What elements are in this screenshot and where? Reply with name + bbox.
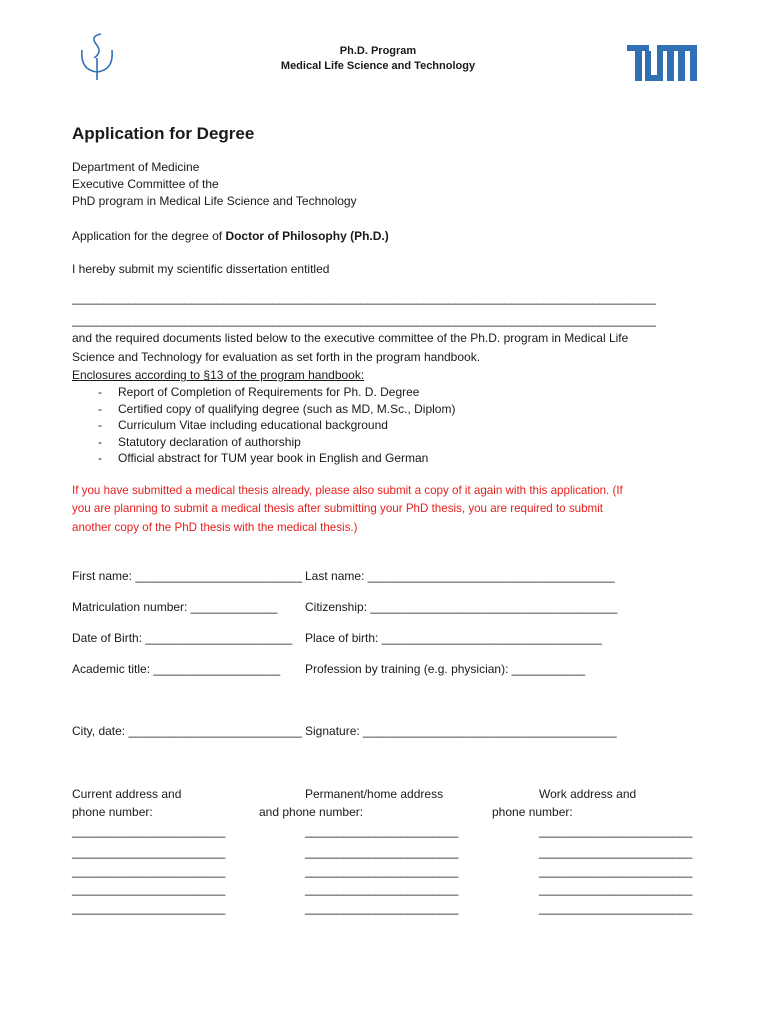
application-line: [72, 228, 389, 245]
current-address-line[interactable]: ________________________: [72, 864, 225, 878]
permanent-address-line[interactable]: ________________________: [305, 845, 458, 859]
citizenship-field[interactable]: Citizenship: _____________________________________: [305, 600, 618, 614]
signature-field[interactable]: Signature: ______________________________________: [305, 724, 617, 738]
page-title: Application for Degree: [72, 124, 255, 143]
city-date-field[interactable]: City, date: __________________________: [72, 724, 302, 738]
dissertation-title-line-2[interactable]: _____________________________________________________________________________________________: [72, 313, 656, 327]
current-address-label-2: phone number:: [72, 805, 153, 819]
date-of-birth-field[interactable]: Date of Birth: ______________________: [72, 631, 293, 645]
work-address-line[interactable]: ________________________: [539, 845, 692, 859]
profession-field[interactable]: Profession by training (e.g. physician): ___________: [305, 662, 586, 676]
enclosures-heading: Enclosures according to §13 of the program handbook:: [72, 368, 365, 382]
permanent-address-line[interactable]: ________________________: [305, 824, 458, 838]
work-address-line[interactable]: ________________________: [539, 864, 692, 878]
medical-thesis-notice-3: another copy of the PhD thesis with the medical thesis.): [72, 521, 358, 534]
list-item: - Certified copy of qualifying degree (such as MD, M.Sc., Diplom): [98, 401, 456, 416]
list-item: - Official abstract for TUM year book in English and German: [98, 451, 429, 466]
degree-name: Doctor of Philosophy (Ph.D.): [225, 229, 389, 243]
list-item: - Report of Completion of Requirements for Ph. D. Degree: [98, 385, 420, 399]
enclosures-list: [72, 384, 455, 467]
svg-text:TUM: TUM: [662, 79, 665, 80]
first-name-field[interactable]: First name: _________________________: [72, 569, 303, 583]
current-address-line[interactable]: ________________________: [72, 882, 225, 896]
academic-title-field[interactable]: Academic title: ___________________: [72, 662, 281, 676]
work-address-line[interactable]: ________________________: [539, 882, 692, 896]
current-address-line[interactable]: ________________________: [72, 824, 225, 838]
program-name: Ph.D. Program: [339, 45, 417, 57]
tum-logo-icon: [627, 45, 697, 81]
body-text-1: and the required documents listed below to the executive committee of the Ph.D. program in Medical Life: [72, 331, 629, 345]
matriculation-number-field[interactable]: Matriculation number: _____________: [72, 600, 278, 614]
current-address-label-1: Current address and: [72, 787, 182, 801]
work-address-label-1: Work address and: [539, 787, 637, 801]
last-name-field[interactable]: Last name: _____________________________________: [305, 569, 615, 583]
work-address-line[interactable]: ________________________: [539, 824, 692, 838]
submit-line: I hereby submit my scientific dissertation entitled: [72, 262, 330, 276]
list-item: - Statutory declaration of authorship: [98, 434, 301, 449]
permanent-address-line[interactable]: ________________________: [305, 901, 458, 915]
permanent-address-label-2: and phone number:: [259, 805, 364, 819]
permanent-address-label-1: Permanent/home address: [305, 787, 444, 801]
medical-thesis-notice-1: If you have submitted a medical thesis already, please also submit a copy of it again with this application. (If: [72, 484, 623, 497]
permanent-address-line[interactable]: ________________________: [305, 882, 458, 896]
work-address-label-2: phone number:: [492, 805, 573, 819]
address-line-3: PhD program in Medical Life Science and Technology: [72, 194, 357, 208]
list-item: - Curriculum Vitae including educational background: [98, 418, 388, 433]
program-subtitle: Medical Life Science and Technology: [280, 60, 476, 72]
application-prefix: Application for the degree of: [72, 229, 226, 243]
address-line-2: Executive Committee of the: [72, 177, 219, 191]
body-text-2: Science and Technology for evaluation as set forth in the program handbook.: [72, 350, 481, 364]
current-address-line[interactable]: ________________________: [72, 845, 225, 859]
address-line-1: Department of Medicine: [72, 160, 200, 174]
work-address-line[interactable]: ________________________: [539, 901, 692, 915]
current-address-line[interactable]: ________________________: [72, 901, 225, 915]
place-of-birth-field[interactable]: Place of birth: _________________________________: [305, 631, 602, 645]
permanent-address-line[interactable]: ________________________: [305, 864, 458, 878]
dissertation-title-line-1[interactable]: _____________________________________________________________________________________________: [72, 291, 656, 305]
program-logo-icon: [74, 30, 120, 82]
medical-thesis-notice-2: you are planning to submit a medical thesis after submitting your PhD thesis, you are required to submit: [72, 502, 604, 515]
